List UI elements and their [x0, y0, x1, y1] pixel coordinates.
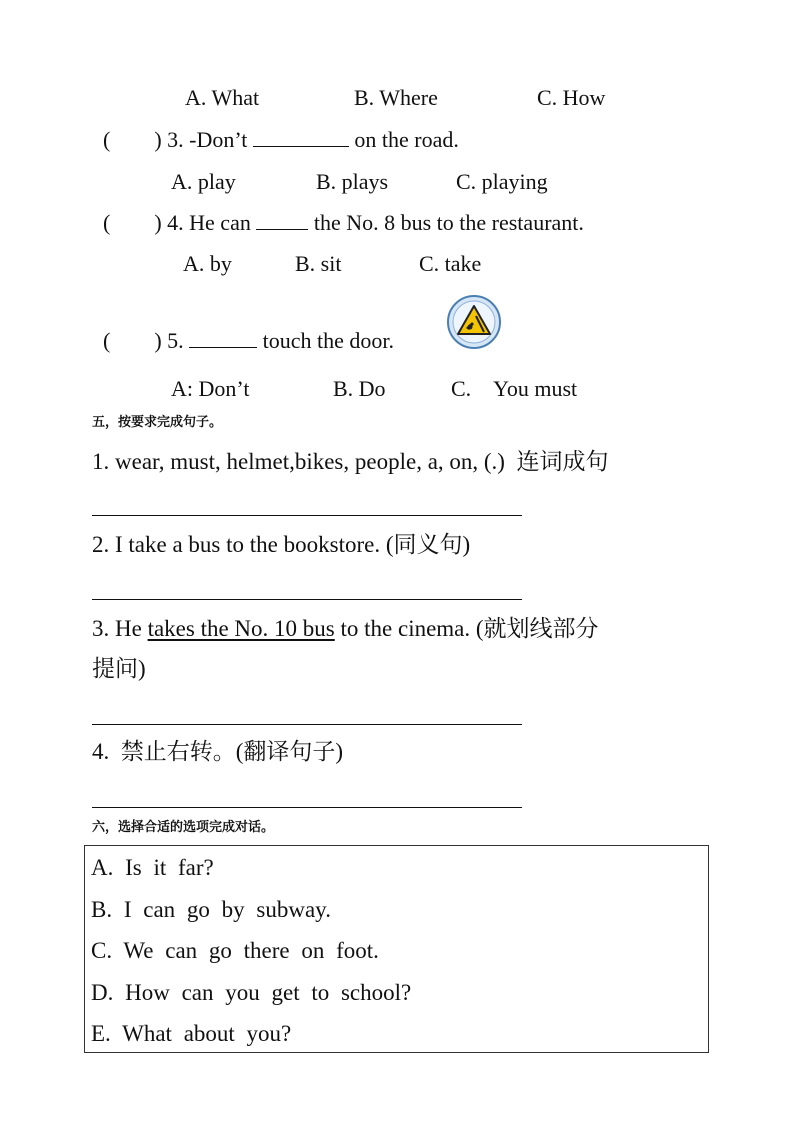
q4-answer-paren: ( ) — [103, 210, 162, 235]
q3-option-c: C. playing — [456, 169, 548, 194]
q4-blank — [256, 211, 308, 230]
q4-stem-start: 4. He can — [167, 210, 251, 235]
q2-option-c: C. How — [537, 85, 606, 110]
answer-line-2 — [92, 599, 522, 600]
dialogue-option-d: D. How can you get to school? — [91, 980, 412, 1005]
answer-line-1 — [92, 515, 522, 516]
section6-title: 六，选择合适的选项完成对话。 — [92, 820, 275, 835]
no-touching-sign-icon — [446, 294, 502, 350]
q3-stem-start: 3. -Don’t — [167, 127, 248, 152]
dialogue-option-a: A. Is it far? — [91, 855, 214, 880]
q5-option-a: A: Don’t — [171, 376, 250, 401]
q3-option-a: A. play — [171, 169, 236, 194]
q4-line — [103, 210, 584, 236]
dialogue-option-e: E. What about you? — [91, 1021, 292, 1046]
section5-item-3-underlined: takes the No. 10 bus — [147, 616, 335, 641]
q5-blank — [189, 329, 257, 348]
dialogue-options-box — [84, 845, 709, 1053]
section5-item-3 — [92, 615, 599, 643]
q3-line — [103, 127, 459, 153]
q3-blank — [253, 128, 349, 147]
section5-item-3-line2: 提问) — [92, 656, 146, 681]
q3-option-b: B. plays — [316, 169, 389, 194]
q2-option-b: B. Where — [354, 85, 438, 110]
section5-item-3-start: 3. He — [92, 616, 148, 641]
q4-option-c: C. take — [419, 251, 482, 276]
q5-stem-start: 5. — [167, 328, 184, 353]
section5-title: 五，按要求完成句子。 — [92, 415, 223, 430]
q3-stem-end: on the road. — [354, 127, 459, 152]
q5-stem-end: touch the door. — [262, 328, 395, 353]
dialogue-option-c: C. We can go there on foot. — [91, 938, 379, 963]
section5-item-2: 2. I take a bus to the bookstore. (同义句) — [92, 532, 471, 557]
q3-answer-paren: ( ) — [103, 127, 162, 152]
section5-item-1: 1. wear, must, helmet,bikes, people, a, on, (.) 连词成句 — [92, 449, 609, 474]
q5-option-b: B. Do — [333, 376, 386, 401]
q5-line — [103, 328, 394, 354]
q5-answer-paren: ( ) — [103, 328, 162, 353]
q4-option-a: A. by — [183, 251, 232, 276]
q4-option-b: B. sit — [295, 251, 342, 276]
q5-option-c: C. You must — [451, 376, 578, 401]
q4-stem-end: the No. 8 bus to the restaurant. — [313, 210, 584, 235]
dialogue-option-b: B. I can go by subway. — [91, 897, 331, 922]
section5-item-3-end: to the cinema. (就划线部分 — [334, 616, 599, 641]
answer-line-3 — [92, 724, 522, 725]
q2-option-a: A. What — [185, 85, 260, 110]
answer-line-4 — [92, 807, 522, 808]
section5-item-4: 4. 禁止右转。(翻译句子) — [92, 739, 344, 764]
